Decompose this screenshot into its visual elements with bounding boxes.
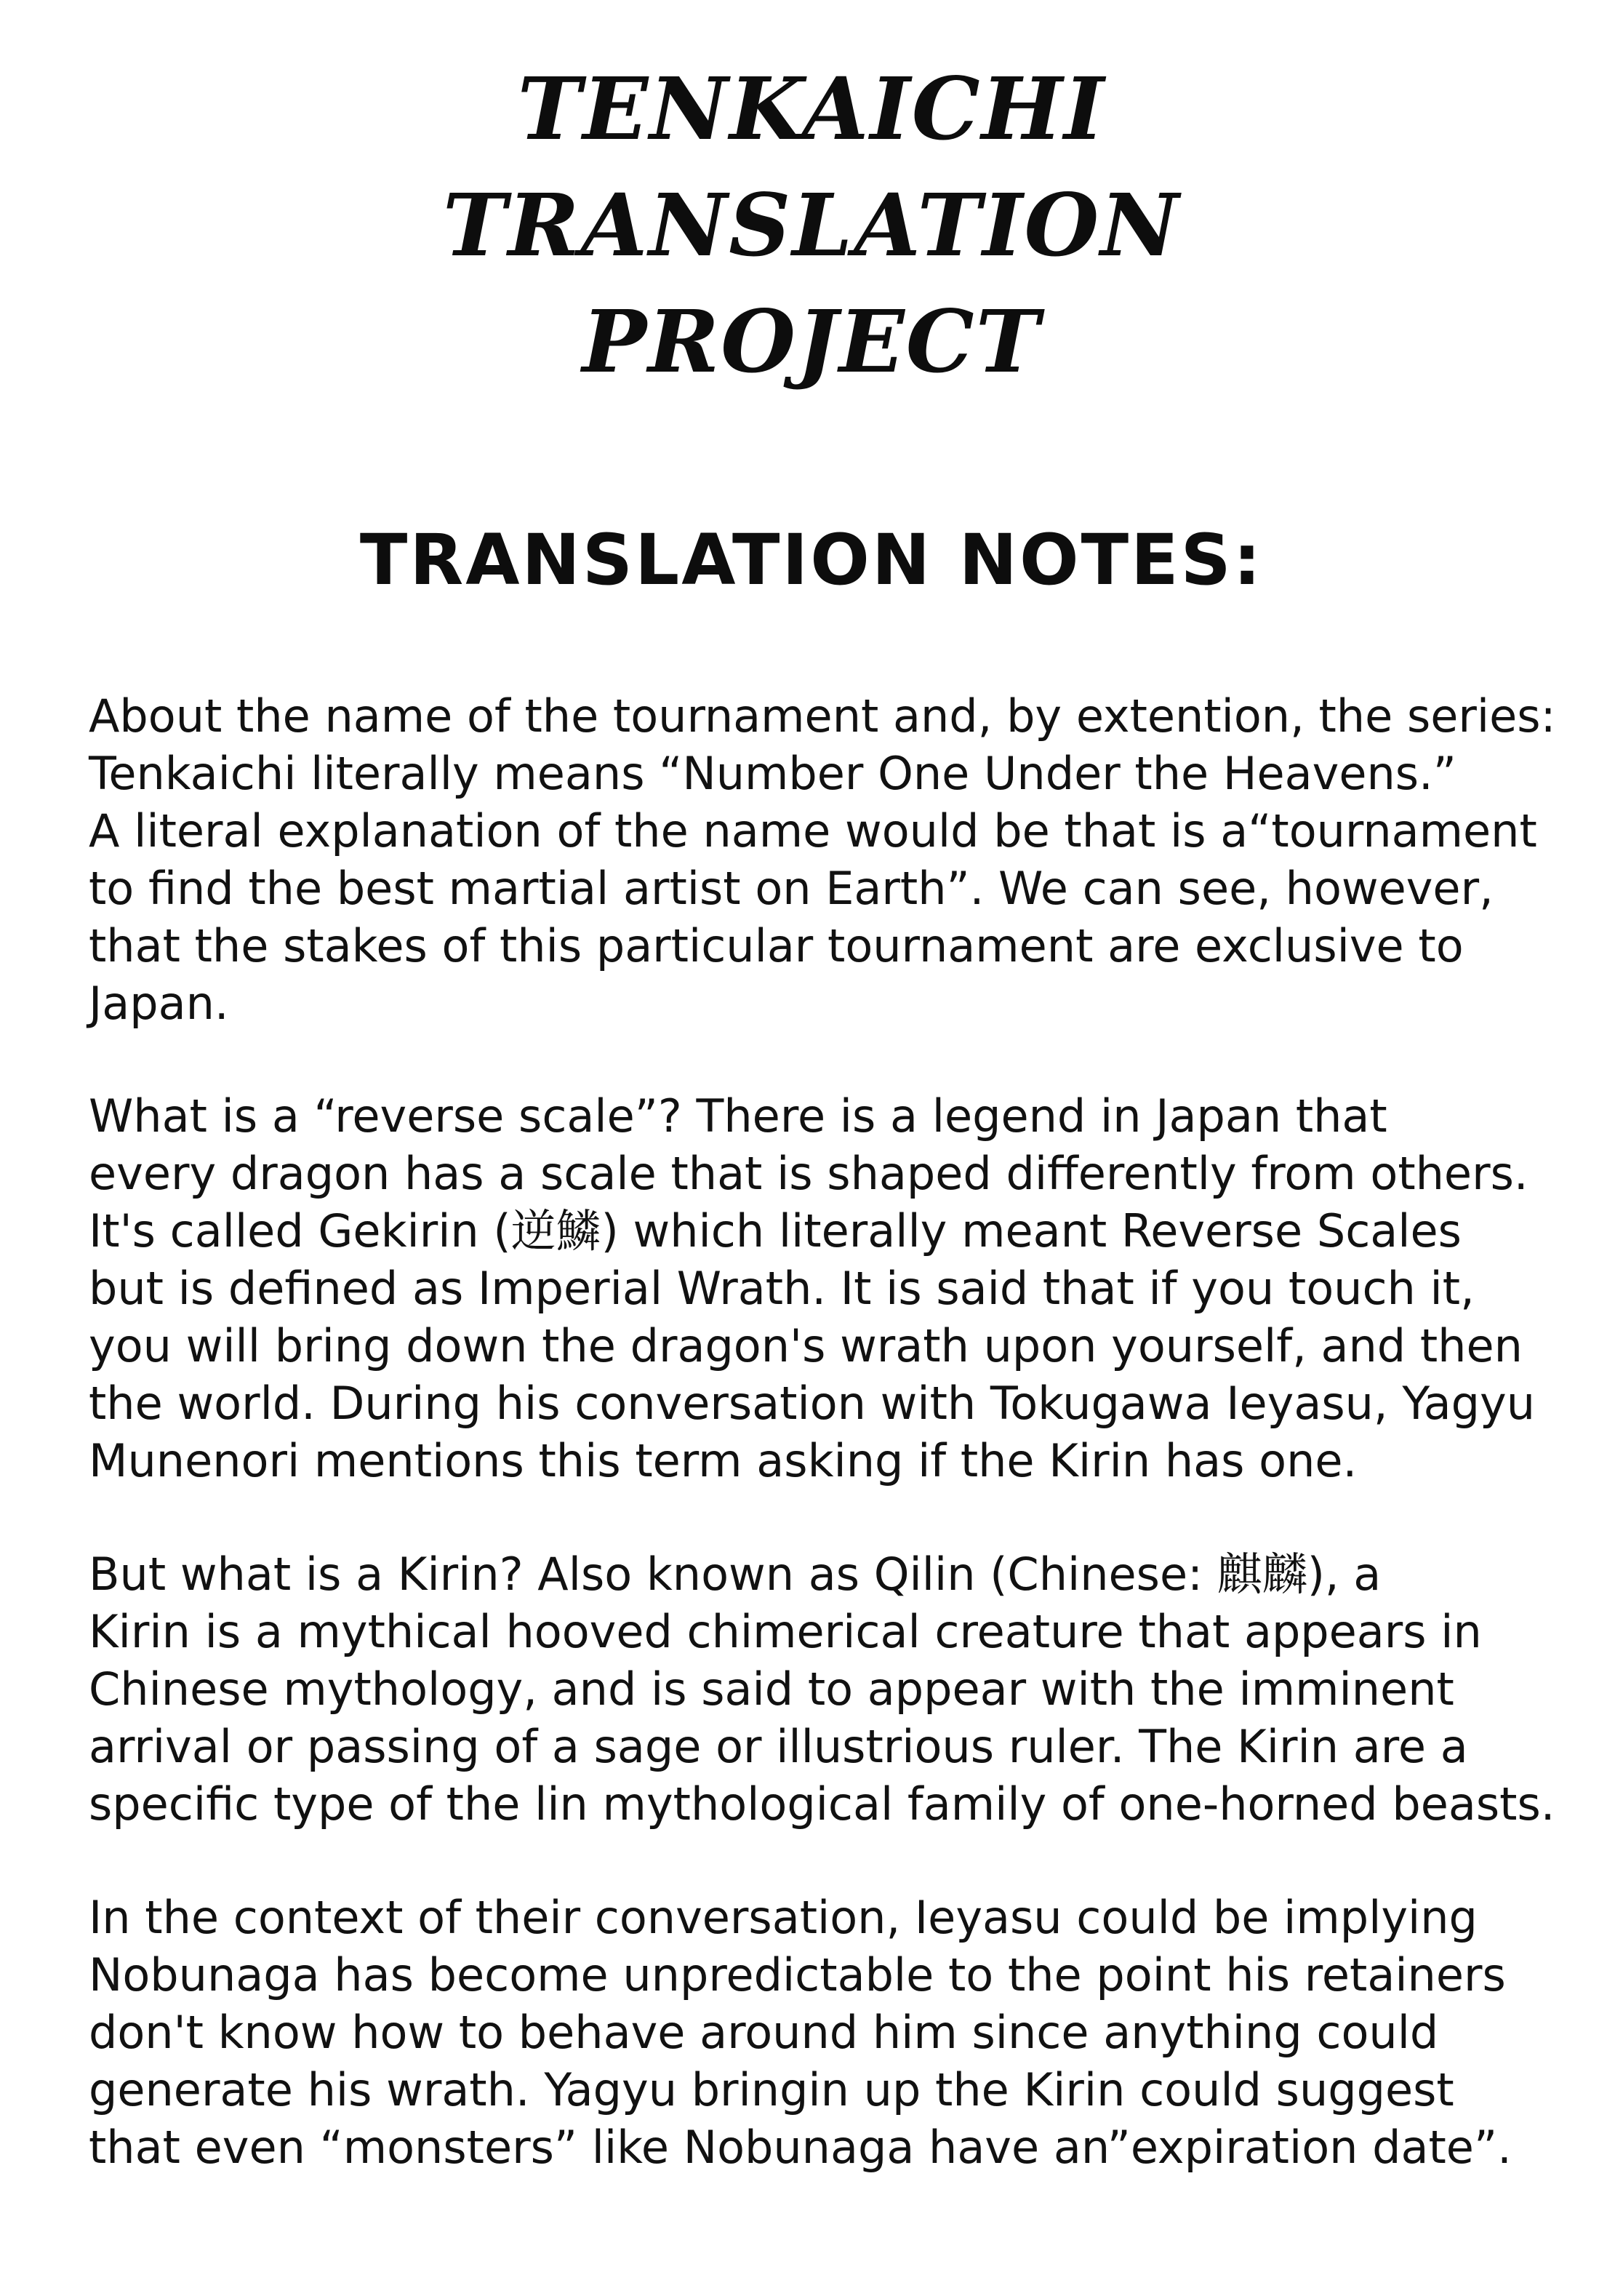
note-paragraph-reverse-scale: What is a “reverse scale”? There is a legend in Japan that every dragon has a scale that is shaped differently from others. It's called Gekirin (逆鱗) which literally meant Reverse Scales but is defined as Imperial Wrath. It is said that if you touch it, you will bring down the dragon's wrath upon yourself, and then the world. During his conversation with Tokugawa Ieyasu, Yagyu Munenori mentions this term asking if the Kirin has one. [89,1089,1535,1487]
title-line-3: PROJECT [582,291,1041,392]
note-paragraph-tournament-name: About the name of the tournament and, by extention, the series: Tenkaichi literally means “Number One Under the Heavens.” A literal explanation of the name would be that is a“tournament to find the best martial artist on Earth”. We can see, however, that the stakes of this particular tournament are exclusive to Japan. [89,689,1556,1030]
page-title [0,51,1623,400]
title-line-2: TRANSLATION [442,175,1181,276]
note-paragraph-kirin: But what is a Kirin? Also known as Qilin (Chinese: 麒麟), a Kirin is a mythical hooved chimerical creature that appears in Chinese mythology, and is said to appear with the imminent arrival or passing of a sage or illustrious ruler. The Kirin are a specific type of the lin mythological family of one-horned beasts. [89,1548,1555,1831]
notes-heading: TRANSLATION NOTES: [359,519,1264,601]
note-paragraph-conversation-context: In the context of their conversation, Ieyasu could be implying Nobunaga has become unpredictable to the point his retainers don't know how to behave around him since anything could generate his wrath. Yagyu bringin up the Kirin could suggest that even “monsters” like Nobunaga have an”expiration date”. [89,1891,1512,2174]
title-line-1: TENKAICHI [517,58,1106,159]
